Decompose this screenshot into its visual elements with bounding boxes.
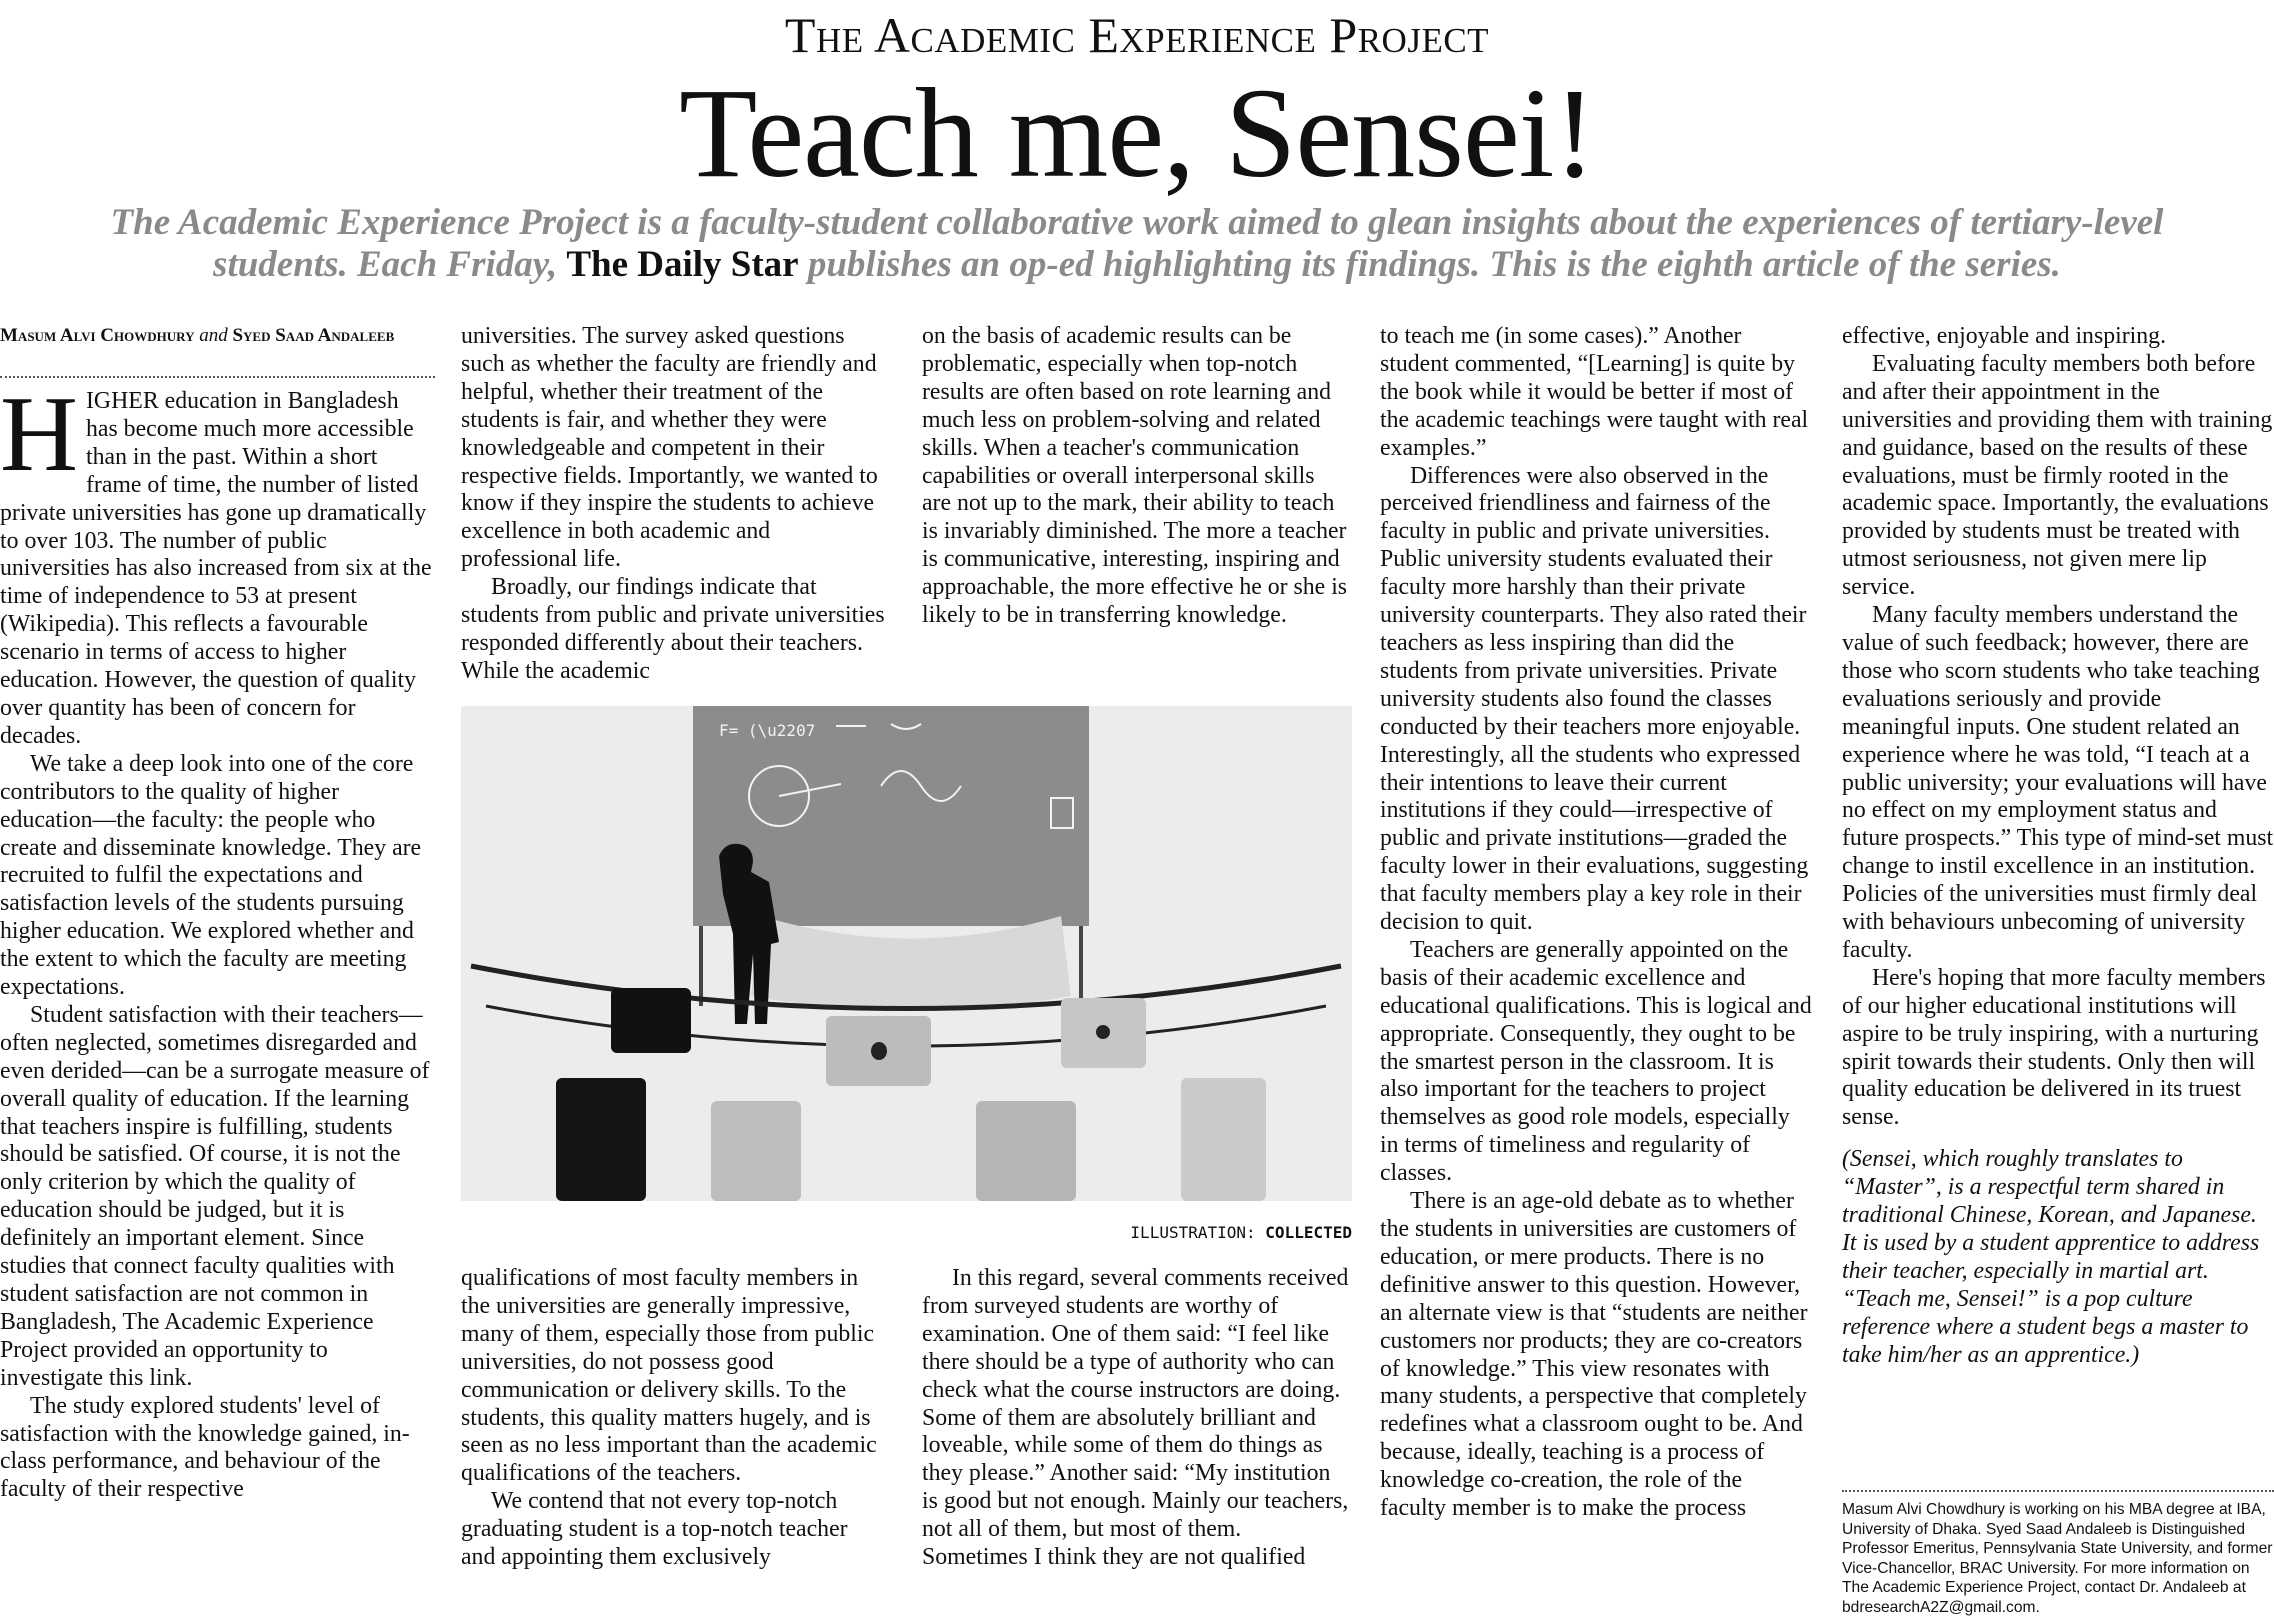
article-paragraph: effective, enjoyable and inspiring. (1842, 323, 2167, 349)
standfirst-text-after: publishes an op-ed highlighting its findings. This is the eighth article of the series. (798, 244, 2061, 285)
article-column-2-top (461, 323, 887, 686)
article-paragraph: In this regard, several comments received from surveyed students are worthy of examination. One of them said: “I feel like there should be a type of authority who can check what the course instructors are doing. Some of them are absolutely brilliant and loveable, while some of them do things as they please.” Another said: “My institution is good but not enough. Mainly our teachers, not all of them, but most of them. Sometimes I think they are not qualified (922, 1265, 1349, 1571)
article-paragraph: We take a deep look into one of the core contributors to the quality of higher education—the faculty: the people who create and disseminate knowledge. They are recruited to fulfil the expectations and satisfaction levels of the students pursuing higher education. We explored whether and the extent to which the faculty are meeting expectations. (0, 750, 422, 1001)
article-paragraph: Student satisfaction with their teachers—often neglected, sometimes disregarded and even derided—can be a surrogate measure of overall quality of education. If the learning that teachers inspire is fulfilling, students should be satisfied. Of course, it is not the only criterion by which the quality of education should be judged, but it is definitely an important element. Since studies that connect faculty qualities with student satisfaction are not common in Bangladesh, The Academic Experience Project provided an opportunity to investigate this link. (0, 1001, 430, 1391)
article-paragraph: Evaluating faculty members both before and after their appointment in the universities and providing them with training and guidance, based on the results of these evaluations, must be firmly rooted in the academic space. Importantly, the evaluations provided by students must be treated with utmost seriousness, not given mere lip service. (1842, 350, 2273, 601)
article-column-3-bottom (922, 1265, 1349, 1572)
article-paragraph: The study explored students' level of satisfaction with the knowledge gained, in-class performance, and behaviour of the faculty of their respective (0, 1392, 410, 1503)
byline-author-2: Syed Saad Andaleeb (232, 325, 395, 346)
byline-author-1: Masum Alvi Chowdhury (0, 325, 195, 346)
sensei-note: (Sensei, which roughly translates to “Master”, is a respectful term shared in traditional Chinese, Korean, and Japanese. It is used by a student apprentice to address their teacher, especially in martial art. “Teach me, Sensei!” is a pop culture reference where a student begs a master to take him/her as an apprentice.) (1842, 1146, 2260, 1368)
article-paragraph: to teach me (in some cases).” Another student commented, “[Learning] is quite by the book while it would be better if most of the academic teachings were taught with real examples.” (1380, 323, 1809, 461)
illustration-credit-value: COLLECTED (1265, 1223, 1352, 1242)
article-paragraph: Teachers are generally appointed on the basis of their academic excellence and educational qualifications. This is logical and appropriate. Consequently, they ought to be the smartest person in the classroom. It is also important for the teachers to project themselves as good role models, especially in terms of timeliness and regularity of classes. (1380, 936, 1812, 1187)
standfirst-brand: The Daily Star (566, 244, 799, 285)
article-paragraph: There is an age-old debate as to whether the students in universities are customers of education, or mere products. There is no definitive answer to this question. However, an alternate view is that “students are neither customers nor products; they are co-creators of knowledge.” This view resonates with many students, a perspective that completely redefines what a classroom ought to be. And because, ideally, teaching is a process of knowledge co-creation, the role of the faculty member is to make the process (1380, 1188, 1808, 1522)
article-column-1 (0, 375, 435, 1504)
article-column-5 (1842, 323, 2274, 1370)
byline-and: and (199, 325, 228, 346)
article-paragraph: universities. The survey asked questions such as whether the faculty are friendly and helpful, whether their treatment of the students is fair, and whether they were knowledgeable and competent in their respective fields. Importantly, we wanted to know if they inspire the students to achieve excellence in both academic and professional life. (461, 323, 878, 573)
svg-text:F= (\u2207: F= (\u2207 (719, 721, 816, 740)
article-paragraph (0, 375, 435, 751)
article-paragraph: on the basis of academic results can be problematic, especially when top-notch results are often based on rote learning and much less on problem-solving and related skills. When a teacher's communication capabilities or overall interpersonal skills are not up to the mark, their ability to teach is invariably diminished. The more a teacher is communicative, interesting, inspiring and approachable, the more effective he or she is likely to be in transferring knowledge. (922, 323, 1348, 629)
classroom-illustration-graphic (461, 706, 1352, 1201)
article-paragraph: Many faculty members understand the value of such feedback; however, there are those who scorn students who take teaching evaluations seriously and provide meaningful inputs. One student related an experience where he was told, “I teach at a public university; your evaluations will have no effect on my employment status and future prospects.” This type of mind-set must change to instil excellence in an institution. Policies of the universities must firmly deal with behaviours unbecoming of university faculty. (1842, 602, 2274, 963)
byline (0, 326, 435, 346)
illustration-credit-label: ILLUSTRATION: (1130, 1223, 1256, 1242)
standfirst-text-before: The Academic Experience Project is a faculty-student collaborative work aimed to glean insights about the experiences of tertiary-level students. Each Friday, (110, 202, 2164, 285)
article-paragraph: Differences were also observed in the perceived friendliness and fairness of the faculty in public and private universities. Public university students evaluated their faculty more harshly than their private university counterparts. They also rated their teachers as less inspiring than did the students from private universities. Private university students also found the classes conducted by their teachers more enjoyable. Interestingly, all the students who expressed their intentions to leave their current institutions if they could—irrespective of public and private institutions—graded the faculty lower in their evaluations, suggesting that faculty members play a key role in their decision to quit. (1380, 462, 1809, 936)
article-column-4 (1380, 323, 1813, 1523)
article-paragraph: Broadly, our findings indicate that students from public and private universities responded differently about their teachers. While the academic (461, 574, 885, 684)
classroom-illustration (461, 706, 1352, 1201)
illustration-credit (461, 1223, 1352, 1242)
drop-cap: H (0, 375, 78, 494)
article-column-3-top (922, 323, 1349, 630)
article-column-2-bottom (461, 1265, 887, 1572)
article-paragraph: qualifications of most faculty members in the universities are generally impressive, many of them, especially those from public universities, do not possess good communication or delivery skills. To the students, this quality matters hugely, and is seen as no less important than the academic qualifications of the teachers. (461, 1265, 877, 1487)
headline: Teach me, Sensei! (679, 62, 1595, 204)
series-kicker: The Academic Experience Project (784, 7, 1490, 63)
author-bio: Masum Alvi Chowdhury is working on his MBA degree at IBA, University of Dhaka. Syed Saad Andaleeb is Distinguished Professor Emeritus, Pennsylvania State University, and former Vice-Chancellor, BRAC University. For more information on The Academic Experience Project, contact Dr. Andaleeb at bdresearchA2Z@gmail.com. (1842, 1501, 2273, 1616)
bio-divider (1842, 1490, 2274, 1492)
article-paragraph-text: IGHER education in Bangladesh has become much more accessible than in the past. Within a short frame of time, the number of listed private universities has gone up dramatically to over 103. The number of public universities has also increased from six at the time of independence to 53 at present (Wikipedia). This reflects a favourable scenario in terms of access to higher education. However, the question of quality over quantity has been of concern for decades. (0, 388, 432, 749)
article-paragraph: Here's hoping that more faculty members of our higher educational institutions will aspire to be truly inspiring, with a nurturing spirit towards their students. Only then will quality education be delivered in its truest sense. (1842, 964, 2266, 1131)
standfirst (40, 202, 2234, 286)
article-paragraph: We contend that not every top-notch graduating student is a top-notch teacher and appointing them exclusively (461, 1488, 848, 1571)
